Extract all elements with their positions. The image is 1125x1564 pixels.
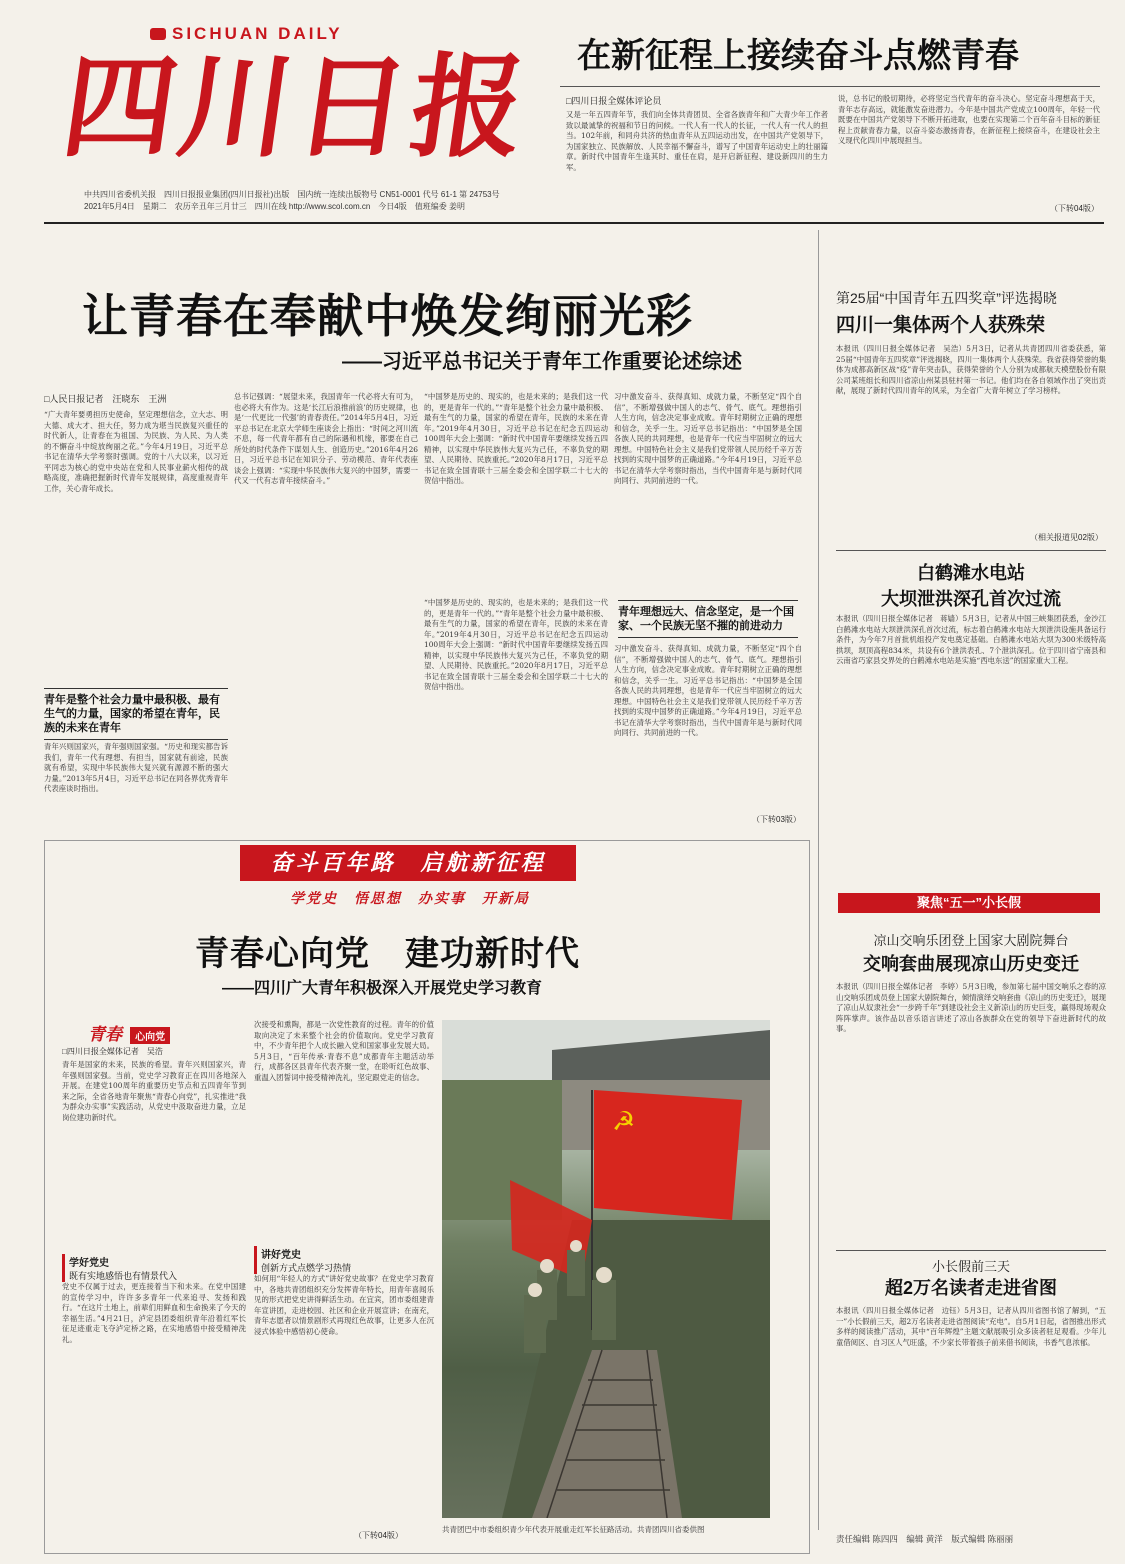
subsection-2-title: 创新方式点燃学习热情 xyxy=(261,1263,352,1273)
story1-kicker: 第25届“中国青年五四奖章”评选揭晓 xyxy=(836,290,1057,306)
story1-headline: 四川一集体两个人获殊荣 xyxy=(836,315,1046,336)
page-credits: 责任编辑 陈四四 编辑 黄洋 版式编辑 陈丽丽 xyxy=(836,1534,1014,1544)
feature-headline: 青春心向党 建功新时代 xyxy=(195,935,580,973)
feature-banner: 奋斗百年路 启航新征程 xyxy=(240,845,576,881)
story4-headline: 超2万名读者走进省图 xyxy=(884,1278,1057,1298)
subsection-1-title: 既有实地感悟也有情景代入 xyxy=(69,1271,178,1281)
photo-caption: 共青团巴中市委组织青少年代表开展重走红军长征路活动。共青团四川省委供图 xyxy=(442,1525,705,1534)
feature-column-2: 次接受和熏陶，都是一次党性教育的过程。青年的价值取向决定了未来整个社会的价值取向。党史学习教育中，不少青年把个人成长融入党和国家事业发展大局。5月3日，“百年传承·青春不息”成都青年主题活动举行，成都各区县青年代表齐聚一堂，在聆听红色故事、重温入团誓词中接受精神洗礼，坚定跟党走的信念。 xyxy=(254,1020,434,1082)
publication-date-line: 2021年5月4日 星期二 农历辛丑年三月廿三 四川在线 http://www.scol.com.cn 今日4版 值班编委 姜明 xyxy=(84,202,465,211)
feature-slogan: 学党史 悟思想 办实事 开新局 xyxy=(290,890,530,906)
continued-note: （下转04版） xyxy=(1050,204,1099,213)
divider xyxy=(560,86,1100,87)
column-tag-youth: 青春 xyxy=(88,1025,122,1045)
publication-info-line: 中共四川省委机关报 四川日报报业集团(四川日报社)出版 国内统一连续出版物号 CN51-0001 代号 61-1 第 24753号 xyxy=(84,190,500,199)
story4-body: 本报讯（四川日报全媒体记者 边钰）5月3日，记者从四川省图书馆了解到，“五一”小长假前三天，超2万名读者走进省图阅读“充电”。自5月1日起，省图推出形式多样的阅读推广活动，其中“百年辉煌”主题文献展吸引众多读者驻足观看。少年儿童借阅区、自习区人气旺盛，不少家长带着孩子前来借书阅读，书香气息浓郁。 xyxy=(836,1306,1106,1347)
feature-byline: □四川日报全媒体记者 吴浩 xyxy=(62,1047,163,1056)
masthead-rule xyxy=(44,222,1104,224)
story3-headline: 交响套曲展现凉山历史变迁 xyxy=(863,954,1079,974)
lead-pull-quote-2: 青年理想远大、信念坚定，是一个国家、一个民族无坚不摧的前进动力 xyxy=(618,600,798,638)
divider xyxy=(836,550,1106,551)
subsection-2-tag: 讲好党史 xyxy=(261,1250,301,1261)
editorial-column-1: 又是一年五四青年节，我们向全体共青团员、全省各族青年和广大青少年工作者致以最诚挚的祝福和节日的问候。一代人有一代人的长征，一代人有一代人的担当。102年前，和同舟共济的热血青年从五四运动出发，在中国共产党领导下，为国家独立、民族解放、人民幸福不懈奋斗，谱写了中国青年运动史上的壮丽篇章。新时代中国青年生逢其时、重任在肩，是开启新征程、建设新四川的生力军。 xyxy=(566,110,828,172)
lead-pull-quote-1: 青年是整个社会力量中最积极、最有生气的力量，国家的希望在青年，民族的未来在青年 xyxy=(44,688,228,740)
lead-column-1-continued: 青年兴则国家兴，青年强则国家强。“历史和现实都告诉我们，青年一代有理想、有担当，国家就有前途，民族就有希望，实现中华民族伟大复兴就有源源不断的强大力量。”2013年5月4日，习近平总书记在同各界优秀青年代表座谈时指出。 xyxy=(44,742,228,793)
story3-body: 本报讯（四川日报全媒体记者 李婷）5月3日晚，参加第七届中国交响乐之春的凉山交响乐团成员登上国家大剧院舞台，倾情演绎交响套曲《凉山的历史变迁》，展现了凉山从奴隶社会“一步跨千年”到建设社会主义新凉山的历史巨变，赢得现场观众阵阵掌声。该作品以音乐语言讲述了凉山各族群众在党的领导下奋进新时代的故事。 xyxy=(836,982,1106,1033)
lead-column-3-continued: “中国梦是历史的、现实的，也是未来的；是我们这一代的，更是青年一代的。”“青年是整个社会力量中最积极、最有生气的力量，国家的希望在青年，民族的未来在青年。”2019年4月30日，习近平总书记在纪念五四运动100周年大会上强调：“新时代中国青年要继续发扬五四精神，以实现中华民族伟大复兴为己任，不辜负党的期望、人民期待、民族重托。”2020年8月17日，习近平总书记在致全国青联十三届全委会和全国学联二十七大的贺信中指出。 xyxy=(424,598,608,691)
story3-kicker: 凉山交响乐团登上国家大剧院舞台 xyxy=(873,933,1069,948)
masthead-logo: 四川日报 xyxy=(54,42,538,173)
lead-column-2: 总书记强调：“展望未来，我国青年一代必将大有可为，也必将大有作为。这是‘长江后浪推前浪’的历史规律，也是‘一代更比一代强’的青春责任。”2014年5月4日，习近平总书记在北京大学师生座谈会上指出：“时间之河川流不息，每一代青年都有自己的际遇和机缘，都要在自己所处的时代条件下谋划人生、创造历史。”2016年4月26日，习近平总书记在知识分子、劳动模范、青年代表座谈会上强调：“实现中华民族伟大复兴的中国梦，需要一代又一代有志青年接续奋斗。” xyxy=(234,392,418,485)
story1-body: 本报讯（四川日报全媒体记者 吴浩）5月3日，记者从共青团四川省委获悉，第25届“中国青年五四奖章”评选揭晓，四川一集体两个人获殊荣。我省获得荣誉的集体为成都高新区战“疫”青年突击队，获得荣誉的个人分别为成都航天模塑股份有限公司某班组长和四川省凉山州某县驻村第一书记。他们均在各自领域作出了突出贡献，展现了新时代四川青年的风采，为全省广大青年树立了学习榜样。 xyxy=(836,344,1106,395)
feature-column-1: 青年是国家的未来，民族的希望。青年兴则国家兴，青年强则国家强。当前，党史学习教育正在四川各地深入开展。在建党100周年的重要历史节点和五四青年节到来之际，全省各地青年聚焦“青春心向党”，扎实推进“我为群众办实事”实践活动，从党史中汲取奋进力量，立足岗位建功新时代。 xyxy=(62,1060,246,1122)
story1-continued-note: （相关报道见02版） xyxy=(1030,533,1103,542)
lead-column-1: “广大青年要勇担历史使命，坚定理想信念，立大志、明大德、成大才、担大任，努力成为堪当民族复兴重任的时代新人，让青春在为祖国、为民族、为人民、为人类的不懈奋斗中绽放绚丽之花。”今年4月19日，习近平总书记在清华大学考察时强调。党的十八大以来，以习近平同志为核心的党中央站在党和人民事业薪火相传的战略高度，准确把握新时代青年发展规律，高度重视青年工作，关心青年成长。 xyxy=(44,410,228,493)
feature-subsection-1 xyxy=(62,1254,253,1282)
story2-body: 本报讯（四川日报全媒体记者 蒋嫱）5月3日，记者从中国三峡集团获悉，金沙江白鹤滩水电站大坝泄洪深孔首次过流，标志着白鹤滩水电站大坝泄洪设施具备运行条件，为今年7月首批机组投产发电奠定基础。白鹤滩水电站大坝为300米级特高拱坝，坝顶高程834米，共设有6个泄洪表孔、7个泄洪深孔。位于四川省宁南县和云南省巧家县交界处的白鹤滩水电站是实施“西电东送”的国家重大工程。 xyxy=(836,614,1106,665)
masthead-english-name: SICHUAN DAILY xyxy=(150,24,343,44)
editorial-byline: □四川日报全媒体评论员 xyxy=(566,96,662,106)
feature-subsection-2 xyxy=(254,1246,441,1274)
lead-headline: 让青春在奉献中焕发绚丽光彩 xyxy=(82,290,693,342)
column-tag-heart: 心向党 xyxy=(130,1027,170,1044)
editorial-column-2: 说，总书记的殷切期待，必将坚定当代青年的奋斗决心。坚定奋斗理想高于天，青年志存高远，就能激发奋进潜力。今年是中国共产党成立100周年，年轻一代既要在中国共产党领导下不断开拓进取，也要在实现第二个百年奋斗目标的新征程上贡献青春力量，以奋斗姿态激扬青春，在新征程上接续奋斗，在建设社会主义现代化四川中展现担当。 xyxy=(838,94,1100,145)
feature-column-1-continued: 党史不仅属于过去，更连接着当下和未来。在党中国建的宣传学习中，许许多多青年一代来追寻、发扬和践行。“在这片土地上，前辈们用鲜血和生命换来了今天的幸福生活。”4月21日，泸定县团委组织青年沿着红军长征足迹重走飞夺泸定桥之路，在实地感悟中接受精神洗礼。 xyxy=(62,1282,246,1344)
photo-illustration xyxy=(442,1020,770,1518)
divider xyxy=(836,1250,1106,1251)
feature-subheadline: ——四川广大青年积极深入开展党史学习教育 xyxy=(222,980,543,997)
focus-section-banner: 聚焦“五一”小长假 xyxy=(838,893,1100,913)
column-tag xyxy=(88,1020,170,1045)
emblem-icon xyxy=(150,28,166,40)
lead-continued-note: （下转03版） xyxy=(752,815,801,824)
lead-byline: □人民日报记者 汪晓东 王洲 xyxy=(44,394,167,404)
lead-column-3: “中国梦是历史的、现实的，也是未来的；是我们这一代的，更是青年一代的。”“青年是整个社会力量中最积极、最有生气的力量，国家的希望在青年，民族的未来在青年。”2019年4月30日，习近平总书记在纪念五四运动100周年大会上强调：“新时代中国青年要继续发扬五四精神，以实现中华民族伟大复兴为己任，不辜负党的期望、人民期待、民族重托。”2020年8月17日，习近平总书记在致全国青联十三届全委会和全国学联二十七大的贺信中指出。 xyxy=(424,392,608,485)
column-divider xyxy=(818,230,819,1530)
lead-column-4-continued: 习中激发奋斗、获得真知、成就力量，不断坚定“四个自信”，不断增强做中国人的志气、骨气、底气。理想指引人生方向，信念决定事业成败。青年时期树立正确的理想和信念，关乎一生。习近平总书记指出：“中国梦是全国各族人民的共同理想，也是青年一代应当牢固树立的远大理想。中国特色社会主义是我们党带领人民历经千辛万苦找到的实现中国梦的正确道路。”今年4月19日，习近平总书记在清华大学考察时指出，当代中国青年是与新时代同向同行、共同前进的一代。 xyxy=(614,644,802,737)
svg-text:☭: ☭ xyxy=(612,1107,636,1137)
story4-kicker: 小长假前三天 xyxy=(931,1259,1010,1274)
story2-headline: 白鹤滩水电站 大坝泄洪深孔首次过流 xyxy=(881,563,1061,609)
lead-subheadline: ——习近平总书记关于青年工作重要论述综述 xyxy=(342,351,742,373)
editorial-headline: 在新征程上接续奋斗点燃青春 xyxy=(577,37,1019,75)
feature-continued-note: （下转04版） xyxy=(354,1531,403,1540)
lead-column-4: 习中激发奋斗、获得真知、成就力量，不断坚定“四个自信”，不断增强做中国人的志气、骨气、底气。理想指引人生方向，信念决定事业成败。青年时期树立正确的理想和信念，关乎一生。习近平总书记指出：“中国梦是全国各族人民的共同理想，也是青年一代应当牢固树立的远大理想。中国特色社会主义是我们党带领人民历经千辛万苦找到的实现中国梦的正确道路。”今年4月19日，习近平总书记在清华大学考察时指出，当代中国青年是与新时代同向同行、共同前进的一代。 xyxy=(614,392,802,485)
feature-column-2-continued: 如何用“年轻人的方式”讲好党史故事？在党史学习教育中，各地共青团组织充分发挥青年特长，用青年喜闻乐见的形式把党史讲得鲜活生动。在宜宾，团市委组建青年宣讲团，走进校园、社区和企业开展宣讲；在南充，青年志愿者以情景剧形式再现红色故事，让更多人在沉浸式体验中感悟初心使命。 xyxy=(254,1274,434,1336)
feature-photo xyxy=(442,1020,770,1518)
subsection-1-tag: 学好党史 xyxy=(69,1258,109,1269)
